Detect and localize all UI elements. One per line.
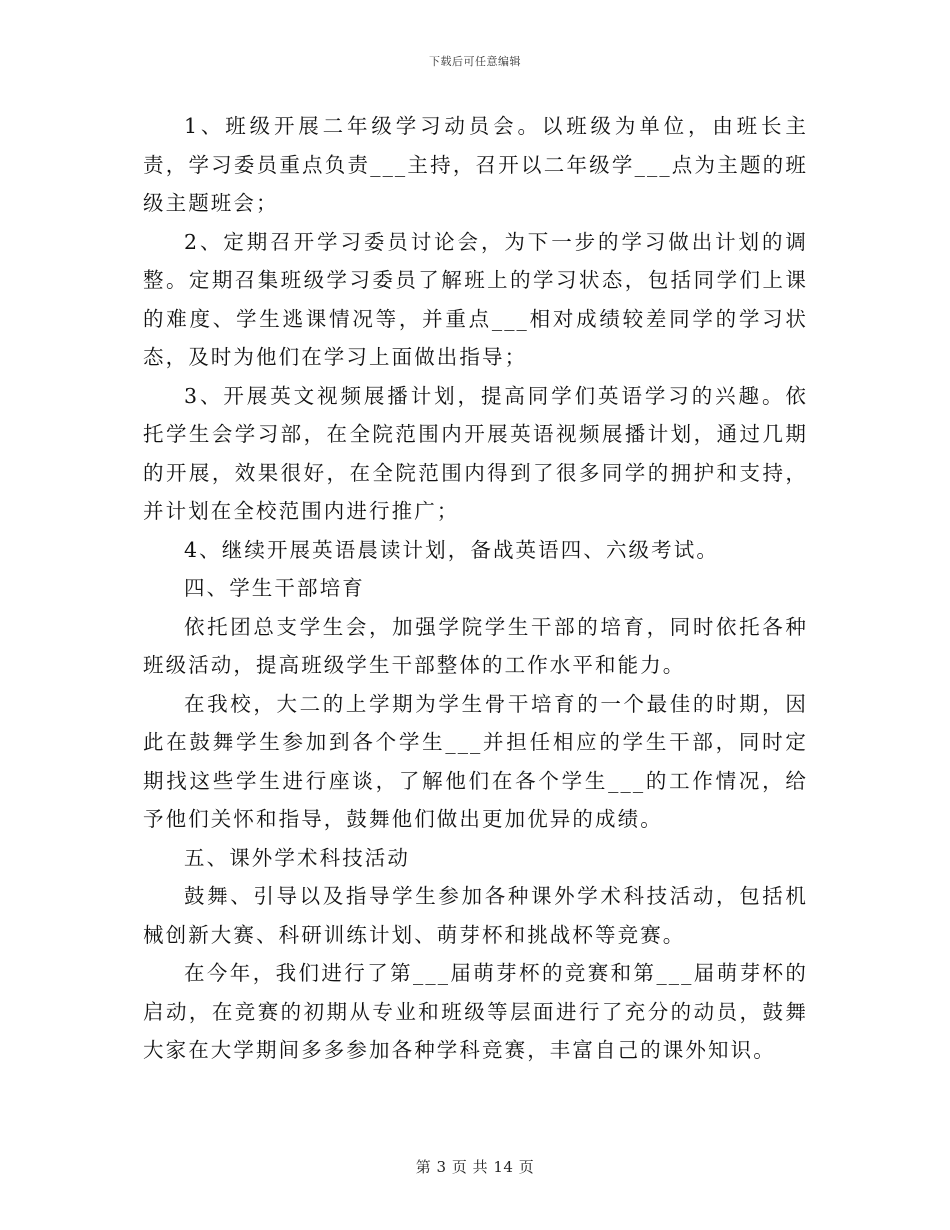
paragraph: 在我校，大二的上学期为学生骨干培育的一个最佳的时期，因此在鼓舞学生参加到各个学生___并担任相应的学生干部，同时定期找这些学生进行座谈，了解他们在各个学生___的工作情况，给予他们关怀和指导，鼓舞他们做出更加优异的成绩。 xyxy=(143,691,808,831)
paragraph: 2、定期召开学习委员讨论会，为下一步的学习做出计划的调整。定期召集班级学习委员了解班上的学习状态，包括同学们上课的难度、学生逃课情况等，并重点___相对成绩较差同学的学习状态，及时为他们在学习上面做出指导； xyxy=(143,229,808,369)
document-body xyxy=(143,107,808,1070)
paragraph: 鼓舞、引导以及指导学生参加各种课外学术科技活动，包括机械创新大赛、科研训练计划、萌芽杯和挑战杯等竞赛。 xyxy=(143,884,808,947)
paragraph: 在今年，我们进行了第___届萌芽杯的竞赛和第___届萌芽杯的启动，在竞赛的初期从专业和班级等层面进行了充分的动员，鼓舞大家在大学期间多多参加各种学科竞赛，丰富自己的课外知识。 xyxy=(143,961,808,1062)
paragraph: 1、班级开展二年级学习动员会。以班级为单位，由班长主责，学习委员重点负责___主持，召开以二年级学___点为主题的班级主题班会； xyxy=(143,114,808,215)
section-heading: 五、课外学术科技活动 xyxy=(184,845,410,870)
section-heading: 四、学生干部培育 xyxy=(184,576,365,600)
page-header: 下载后可任意编辑 xyxy=(429,55,521,68)
paragraph: 4、继续开展英语晨读计划，备战英语四、六级考试。 xyxy=(184,537,719,562)
paragraph: 3、开展英文视频展播计划，提高同学们英语学习的兴趣。依托学生会学习部，在全院范围内开展英语视频展播计划，通过几期的开展，效果很好，在全院范围内得到了很多同学的拥护和支持，并计划在全校范围内进行推广； xyxy=(143,383,808,523)
page-number: 第 3 页 共 14 页 xyxy=(415,1158,535,1176)
paragraph: 依托团总支学生会，加强学院学生干部的培育，同时依托各种班级活动，提高班级学生干部整体的工作水平和能力。 xyxy=(143,614,808,677)
